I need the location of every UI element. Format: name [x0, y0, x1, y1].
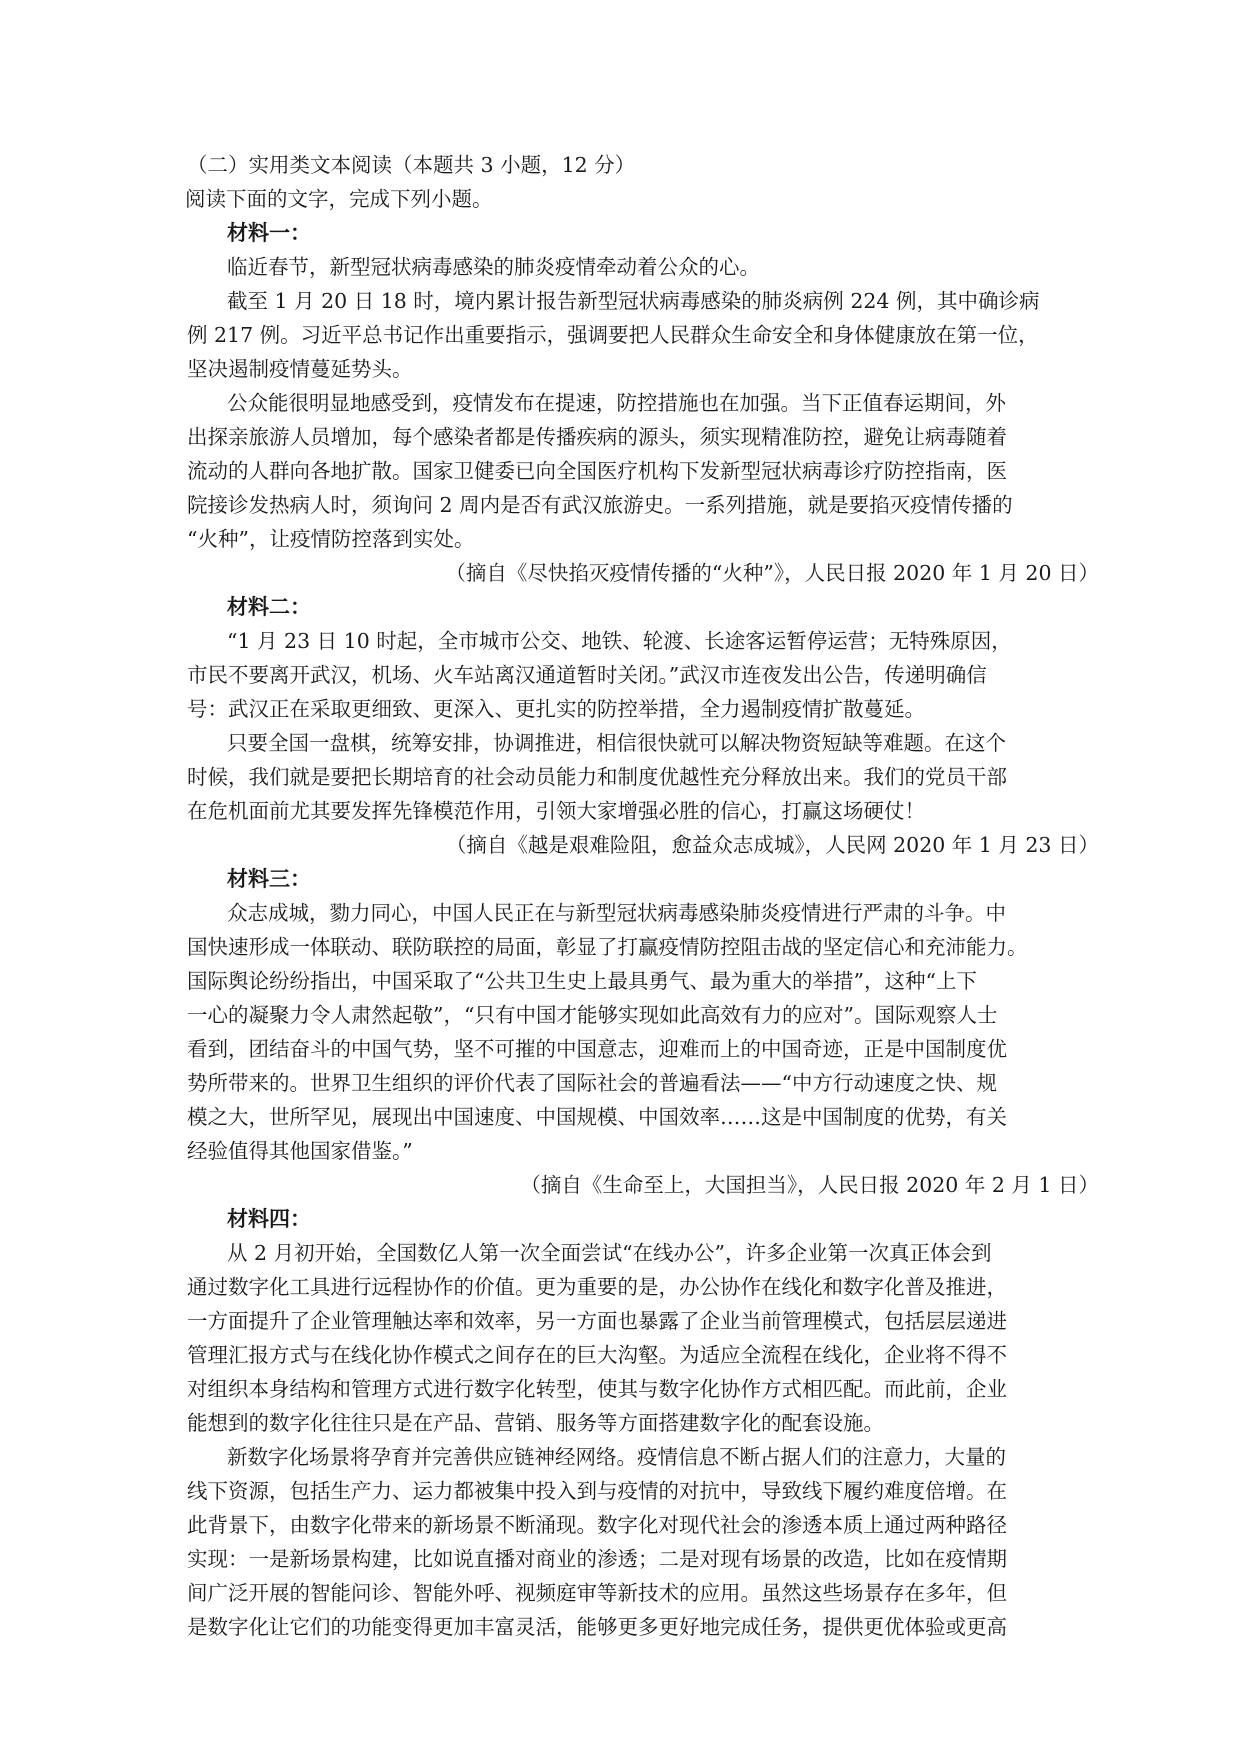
text-line: 市民不要离开武汉，机场、火车站离汉通道暂时关闭。”武汉市连夜发出公告，传递明确信 — [187, 663, 987, 687]
text-line: 院接诊发热病人时，须询问 2 周内是否有武汉旅游史。一系列措施，就是要掐灭疫情传播的 — [187, 493, 1013, 517]
section-title: （二）实用类文本阅读（本题共 3 小题，12 分） — [187, 153, 636, 177]
text-line: 新数字化场景将孕育并完善供应链神经网络。疫情信息不断占据人们的注意力，大量的 — [227, 1445, 1006, 1469]
text-line: 在危机面前尤其要发挥先锋模范作用，引领大家增强必胜的信心，打赢这场硬仗！ — [187, 799, 925, 823]
text-line: 一方面提升了企业管理触达率和效率，另一方面也暴露了企业当前管理模式，包括层层递进 — [187, 1309, 1007, 1333]
text-line: “火种”，让疫情防控落到实处。 — [187, 527, 475, 551]
text-line: 例 217 例。习近平总书记作出重要指示，强调要把人民群众生命安全和身体健康放在第一位， — [187, 323, 1039, 347]
instruction: 阅读下面的文字，完成下列小题。 — [185, 187, 493, 211]
text-line: 此背景下，由数字化带来的新场景不断涌现。数字化对现代社会的渗透本质上通过两种路径 — [187, 1513, 1007, 1537]
material-block — [187, 590, 1101, 862]
text-line: 能想到的数字化往往只是在产品、营销、服务等方面搭建数字化的配套设施。 — [187, 1411, 884, 1435]
text-line: 管理汇报方式与在线化协作模式之间存在的巨大沟壑。为适应全流程在线化，企业将不得不 — [187, 1343, 1007, 1367]
text-line: 一心的凝聚力令人肃然起敬”，“只有中国才能够实现如此高效有力的应对”。国际观察人士 — [187, 1003, 998, 1027]
text-line: 实现：一是新场景构建，比如说直播对商业的渗透；二是对现有场景的改造，比如在疫情期 — [187, 1547, 1007, 1571]
text-line: 是数字化让它们的功能变得更加丰富灵活，能够更多更好地完成任务，提供更优体验或更高 — [187, 1615, 1007, 1639]
text-line: 只要全国一盘棋，统筹安排，协调推进，相信很快就可以解决物资短缺等难题。在这个 — [227, 731, 1006, 755]
text-line: 模之大，世所罕见，展现出中国速度、中国规模、中国效率……这是中国制度的优势，有关 — [187, 1105, 1007, 1129]
source-citation: （摘自《尽快掐灭疫情传播的“火种”》，人民日报 2020 年 1 月 20 日） — [445, 561, 1099, 585]
source-citation: （摘自《越是艰难险阻，愈益众志成城》，人民网 2020 年 1 月 23 日） — [445, 833, 1099, 857]
text-line: 对组织本身结构和管理方式进行数字化转型，使其与数字化协作方式相匹配。而此前，企业 — [187, 1377, 1007, 1401]
material-title: 材料四： — [227, 1206, 311, 1231]
text-line: 号：武汉正在采取更细致、更深入、更扎实的防控举措，全力遏制疫情扩散蔓延。 — [187, 697, 925, 721]
paragraph — [187, 624, 1101, 726]
paragraph — [187, 250, 1101, 284]
text-line: 临近春节，新型冠状病毒感染的肺炎疫情牵动着公众的心。 — [227, 255, 760, 279]
text-line: 流动的人群向各地扩散。国家卫健委已向全国医疗机构下发新型冠状病毒诊疗防控指南，医 — [187, 459, 1007, 483]
text-line: 经验值得其他国家借鉴。” — [187, 1139, 413, 1163]
text-line: 线下资源，包括生产力、运力都被集中投入到与疫情的对抗中，导致线下履约难度倍增。在 — [187, 1479, 1007, 1503]
paragraph — [187, 1440, 1101, 1644]
material-title: 材料三： — [227, 866, 311, 891]
material-block — [187, 1202, 1101, 1644]
paragraph — [187, 284, 1101, 386]
text-line: 国快速形成一体联动、联防联控的局面，彰显了打赢疫情防控阻击战的坚定信心和充沛能力。 — [187, 935, 1028, 959]
material-block — [187, 862, 1101, 1202]
source-citation: （摘自《生命至上，大国担当》，人民日报 2020 年 2 月 1 日） — [520, 1173, 1099, 1197]
text-line: 出探亲旅游人员增加，每个感染者都是传播疾病的源头，须实现精准防控，避免让病毒随着 — [187, 425, 1007, 449]
materials-container — [187, 216, 1101, 1644]
text-line: 国际舆论纷纷指出，中国采取了“公共卫生史上最具勇气、最为重大的举措”，这种“上下 — [187, 969, 977, 993]
text-line: 时候，我们就是要把长期培育的社会动员能力和制度优越性充分释放出来。我们的党员干部 — [187, 765, 1007, 789]
paragraph — [187, 1236, 1101, 1440]
material-title: 材料一： — [227, 220, 311, 245]
text-line: 坚决遏制疫情蔓延势头。 — [187, 357, 413, 381]
paragraph — [187, 726, 1101, 828]
text-line: 截至 1 月 20 日 18 时，境内累计报告新型冠状病毒感染的肺炎病例 224 例，其中确诊病 — [227, 289, 1040, 313]
text-line: 看到，团结奋斗的中国气势，坚不可摧的中国意志，迎难而上的中国奇迹，正是中国制度优 — [187, 1037, 1007, 1061]
material-block — [187, 216, 1101, 590]
material-title: 材料二： — [227, 594, 311, 619]
text-line: 众志成城，勠力同心，中国人民正在与新型冠状病毒感染肺炎疫情进行严肃的斗争。中 — [227, 901, 1006, 925]
text-line: 从 2 月初开始，全国数亿人第一次全面尝试“在线办公”，许多企业第一次真正体会到 — [227, 1241, 992, 1265]
text-line: 通过数字化工具进行远程协作的价值。更为重要的是，办公协作在线化和数字化普及推进， — [187, 1275, 1007, 1299]
paragraph — [187, 896, 1101, 1168]
text-line: “1 月 23 日 10 时起，全市城市公交、地铁、轮渡、长途客运暂停运营；无特殊原因， — [227, 629, 1012, 653]
text-line: 势所带来的。世界卫生组织的评价代表了国际社会的普遍看法——“中方行动速度之快、规 — [187, 1071, 997, 1095]
text-line: 间广泛开展的智能问诊、智能外呼、视频庭审等新技术的应用。虽然这些场景存在多年，但 — [187, 1581, 1007, 1605]
text-line: 公众能很明显地感受到，疫情发布在提速，防控措施也在加强。当下正值春运期间，外 — [227, 391, 1006, 415]
paragraph — [187, 386, 1101, 556]
